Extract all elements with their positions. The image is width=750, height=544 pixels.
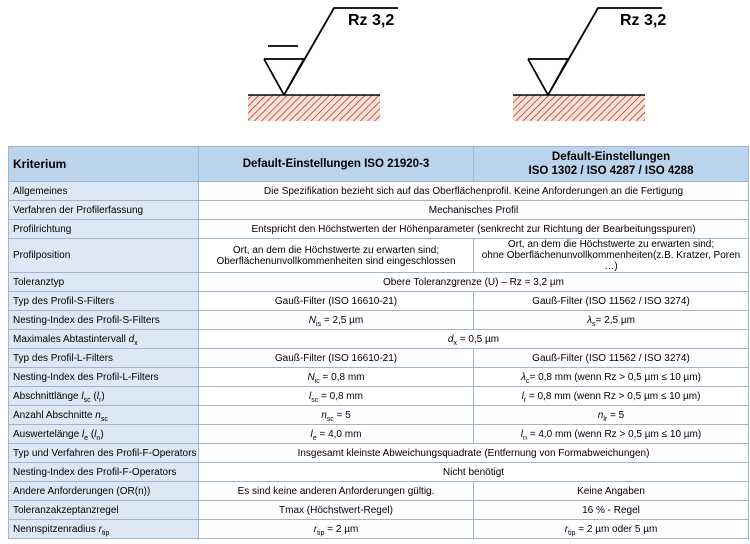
position-a-line1: Ort, an dem die Höchstwerte zu erwarten sind; (232, 244, 440, 256)
row-key: Nesting-Index des Profil-L-Filters (9, 368, 199, 387)
symbol: r (564, 523, 569, 535)
subscript: tip (317, 529, 325, 537)
row-value-iso1302 (474, 520, 749, 539)
symbol: N (307, 371, 315, 383)
subscript: ic (314, 377, 320, 385)
row-key: Profilposition (9, 239, 199, 273)
subscript: x (453, 339, 457, 347)
row-key: Verfahren der Profilerfassung (9, 201, 199, 220)
subscript: e (312, 434, 317, 442)
subscript: x (134, 339, 138, 347)
key-text: ) (100, 428, 104, 440)
table-row (9, 220, 749, 239)
symbol: λ (587, 314, 593, 326)
row-value-iso21920: Tmax (Höchstwert-Regel) (199, 501, 474, 520)
row-value (199, 330, 749, 349)
row-value: Mechanisches Profil (199, 201, 749, 220)
table-row (9, 239, 749, 273)
table-row (9, 387, 749, 406)
symbol: l (520, 428, 524, 440)
value: = 0,8 mm (wenn Rz > 0,5 µm ≤ 10 µm) (526, 390, 701, 402)
row-key (9, 425, 199, 444)
row-key: Andere Anforderungen (OR(n)) (9, 482, 199, 501)
symbol: n (321, 409, 327, 421)
row-value: Die Spezifikation bezieht sich auf das Oberflächenprofil. Keine Anforderungen an die Fertigung (199, 182, 749, 201)
row-key: Typ des Profil-S-Filters (9, 292, 199, 311)
row-value-iso21920 (199, 311, 474, 330)
row-value: Insgesamt kleinste Abweichungsquadrate (Entfernung von Formabweichungen) (199, 444, 749, 463)
row-key: Toleranztyp (9, 273, 199, 292)
subscript: r (98, 396, 102, 404)
table-row (9, 463, 749, 482)
symbol: l (309, 390, 312, 402)
table-row (9, 349, 749, 368)
symbol: d (128, 333, 135, 345)
value: = 4,0 mm (316, 428, 362, 440)
row-key: Toleranzakzeptanzregel (9, 501, 199, 520)
table-row (9, 482, 749, 501)
row-key: Typ des Profil-L-Filters (9, 349, 199, 368)
subscript: n (523, 434, 527, 442)
table-row (9, 444, 749, 463)
position-a-line2: Oberflächenunvollkommenheiten sind eingeschlossen (216, 255, 456, 267)
symbol: r (313, 523, 318, 535)
position-b-line2: ohne Oberflächenunvollkommenheiten(z.B. Kratzer, Poren …) (481, 250, 741, 272)
subscript: tip (568, 529, 576, 537)
row-key (9, 330, 199, 349)
surface-symbols (0, 0, 750, 140)
row-value-iso1302: Keine Angaben (474, 482, 749, 501)
subscript: r (523, 396, 527, 404)
symbol: l (81, 428, 85, 440)
row-value-iso1302 (474, 406, 749, 425)
key-text: ( (90, 390, 97, 402)
table-row (9, 520, 749, 539)
row-key: Profilrichtung (9, 220, 199, 239)
table-row (9, 292, 749, 311)
value: = 2,5 µm (321, 314, 364, 326)
value: = 5 (333, 409, 351, 421)
row-key: Allgemeines (9, 182, 199, 201)
value: = 0,8 mm (319, 371, 365, 383)
key-text: Auswertelänge (13, 428, 82, 440)
table-row (9, 330, 749, 349)
value: = 2,5 µm (595, 314, 635, 326)
row-key (9, 520, 199, 539)
subscript: sc (326, 415, 334, 423)
row-value-iso1302 (474, 239, 749, 273)
row-value-iso1302 (474, 387, 749, 406)
position-b-line1: Ort, an dem die Höchstwerte zu erwarten sind; (507, 239, 715, 250)
value: = 2 µm oder 5 µm (575, 523, 658, 535)
row-value-iso1302 (474, 311, 749, 330)
key-text: Abschnittlänge (13, 390, 82, 402)
row-value-iso21920: Gauß-Filter (ISO 16610-21) (199, 349, 474, 368)
value: = 0,8 mm (wenn Rz > 0,5 µm ≤ 10 µm) (529, 371, 701, 383)
symbol-label-left: Rz 3,2 (348, 12, 395, 29)
row-value-iso21920 (199, 368, 474, 387)
table-row (9, 501, 749, 520)
header-kriterium: Kriterium (9, 147, 199, 182)
header-iso21920: Default-Einstellungen ISO 21920-3 (199, 147, 474, 182)
row-value: Nicht benötigt (199, 463, 749, 482)
value: = 0,5 µm (456, 333, 500, 345)
subscript: sc (311, 396, 319, 404)
row-key: Typ und Verfahren des Profil-F-Operators (9, 444, 199, 463)
subscript: sc (83, 396, 91, 404)
key-text: Nennspitzenradius (13, 523, 99, 535)
symbol: r (98, 523, 102, 535)
row-key: Nesting-Index des Profil-S-Filters (9, 311, 199, 330)
row-value-iso21920 (199, 387, 474, 406)
symbol: l (96, 390, 99, 402)
value: = 2 µm (324, 523, 359, 535)
row-value-iso1302: 16 % - Regel (474, 501, 749, 520)
key-text: ( (88, 428, 95, 440)
row-value-iso1302: Gauß-Filter (ISO 11562 / ISO 3274) (474, 292, 749, 311)
symbol: λ (521, 371, 526, 383)
row-value: Entspricht den Höchstwerten der Höhenparameter (senkrecht zur Richtung der Bearbeitungsspuren) (199, 220, 749, 239)
row-value: Obere Toleranzgrenze (U) – Rz = 3,2 µm (199, 273, 749, 292)
table-row (9, 311, 749, 330)
key-text: Maximales Abtastintervall (13, 333, 129, 345)
header-row (9, 147, 749, 182)
symbol-label-right: Rz 3,2 (620, 12, 667, 29)
subscript: tip (101, 529, 110, 537)
value: = 4,0 mm (wenn Rz > 0,5 µm ≤ 10 µm) (526, 428, 702, 440)
symbol: l (81, 390, 84, 402)
value: = 0,8 mm (318, 390, 363, 402)
subscript: c (525, 377, 530, 385)
subscript: s (592, 320, 596, 328)
row-key (9, 387, 199, 406)
symbol: l (310, 428, 313, 440)
table-row (9, 273, 749, 292)
header-iso1302-line2: ISO 1302 / ISO 4287 / ISO 4288 (528, 165, 694, 177)
row-value-iso21920 (199, 425, 474, 444)
symbol: n (95, 409, 101, 421)
symbol: N (308, 314, 316, 326)
subscript: sc (100, 415, 108, 423)
subscript: n (96, 434, 101, 442)
row-value-iso21920 (199, 406, 474, 425)
table-row (9, 201, 749, 220)
table-row (9, 406, 749, 425)
row-value-iso21920: Es sind keine anderen Anforderungen gültig. (199, 482, 474, 501)
header-iso1302 (474, 147, 749, 182)
header-iso1302-line1: Default-Einstellungen (551, 151, 671, 163)
spec-table (8, 146, 749, 539)
table-row (9, 425, 749, 444)
row-key (9, 406, 199, 425)
key-text: Anzahl Abschnitte (13, 409, 96, 421)
row-value-iso21920 (199, 520, 474, 539)
row-key: Nesting-Index des Profil-F-Operators (9, 463, 199, 482)
subscript: e (84, 434, 89, 442)
symbol: d (447, 333, 454, 345)
table-row (9, 182, 749, 201)
table-row (9, 368, 749, 387)
key-text: ) (101, 390, 105, 402)
subscript: is (316, 320, 322, 328)
symbol: n (597, 409, 604, 421)
row-value-iso1302 (474, 368, 749, 387)
row-value-iso1302: Gauß-Filter (ISO 11562 / ISO 3274) (474, 349, 749, 368)
subscript: lr (603, 415, 608, 423)
symbol: l (94, 428, 97, 440)
row-value-iso21920 (199, 239, 474, 273)
row-value-iso21920: Gauß-Filter (ISO 16610-21) (199, 292, 474, 311)
row-value-iso1302 (474, 425, 749, 444)
symbol: l (521, 390, 524, 402)
value: = 5 (607, 409, 625, 421)
